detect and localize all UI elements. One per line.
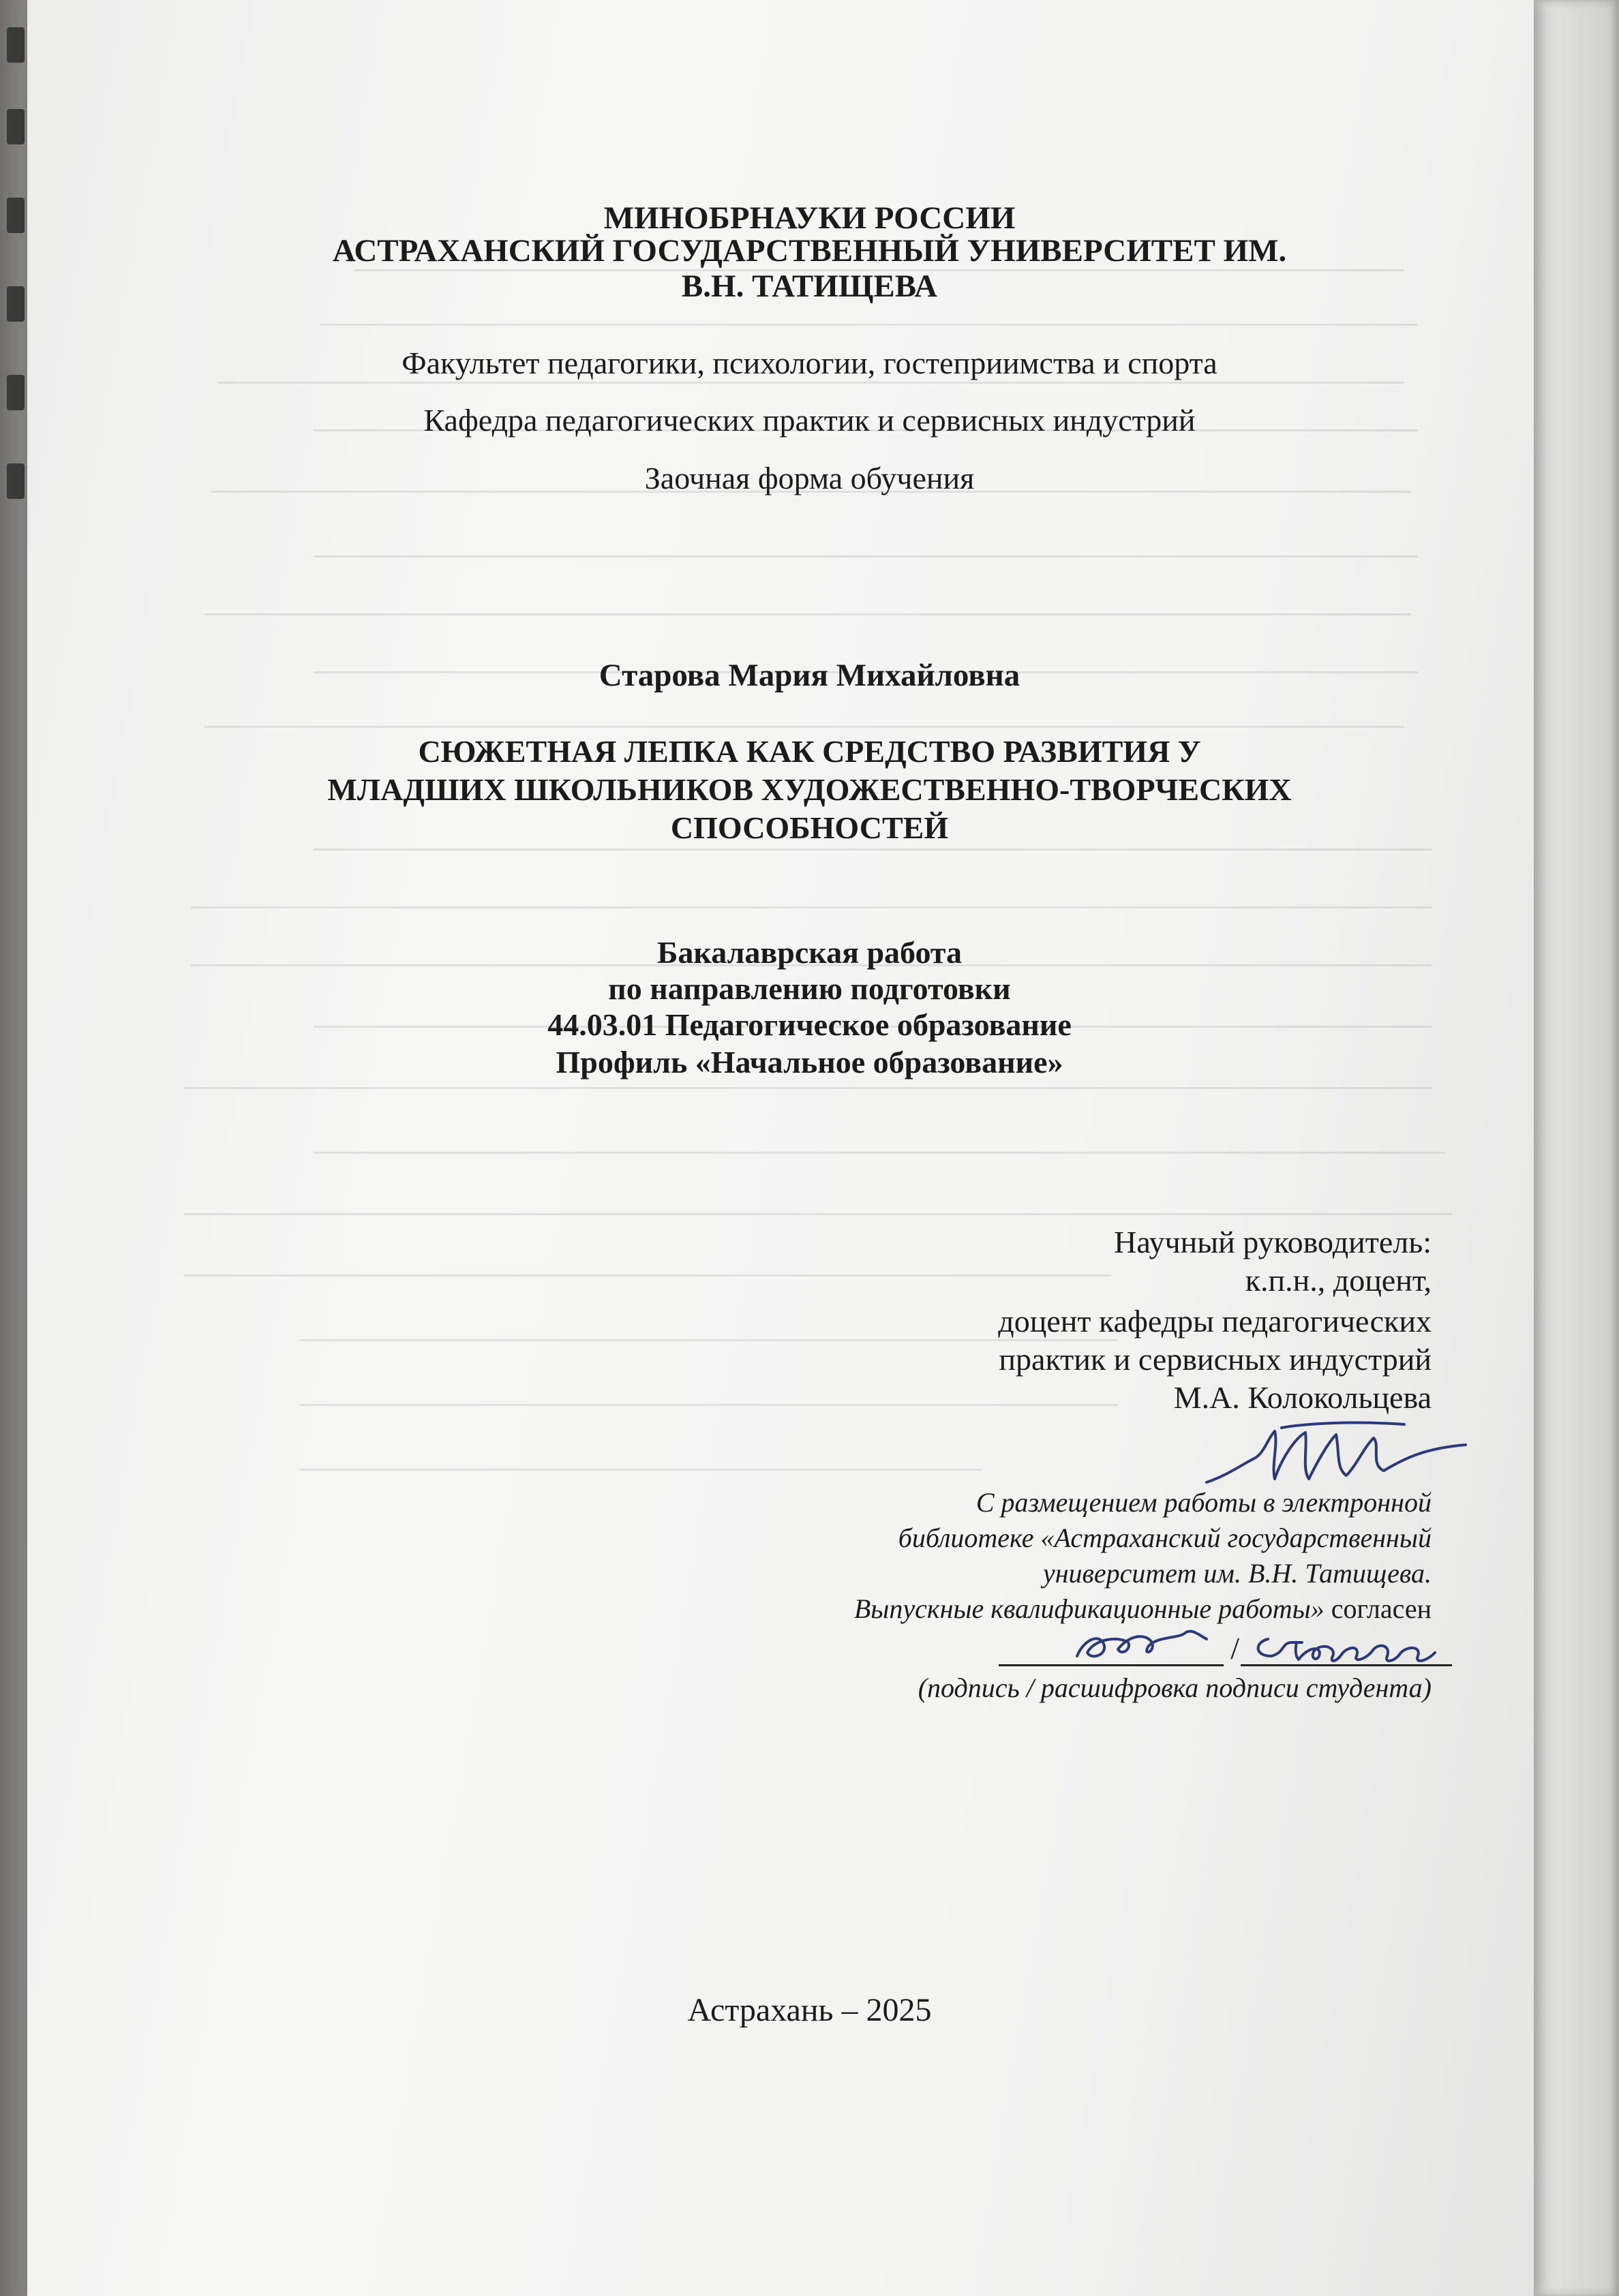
show-through-line (218, 382, 1404, 384)
ministry-heading: МИНОБРНАУКИ РОССИИ (603, 200, 1016, 236)
supervisor-name: М.А. Колокольцева (1173, 1380, 1432, 1415)
student-signature (1063, 1619, 1220, 1673)
show-through-line (205, 726, 1404, 728)
department-name: Кафедра педагогических практик и сервисных индустрий (423, 403, 1196, 438)
direction-code: 44.03.01 Педагогическое образование (547, 1007, 1072, 1042)
thesis-title-line2: МЛАДШИХ ШКОЛЬНИКОВ ХУДОЖЕСТВЕННО-ТВОРЧЕСКИХ (327, 772, 1292, 807)
show-through-line (205, 613, 1411, 615)
study-form: Заочная форма обучения (644, 461, 975, 495)
university-name-line1: АСТРАХАНСКИЙ ГОСУДАРСТВЕННЫЙ УНИВЕРСИТЕТ ИМ. (332, 233, 1287, 269)
university-name-line2: В.Н. ТАТИЩЕВА (681, 269, 938, 304)
signature-separator: / (1230, 1631, 1239, 1666)
show-through-line (320, 324, 1418, 326)
author-name: Старова Мария Михайловна (599, 658, 1020, 693)
supervisor-position-line1: доцент кафедры педагогических (998, 1304, 1432, 1338)
consent-line1: С размещением работы в электронной (975, 1487, 1432, 1518)
direction-label: по направлению подготовки (608, 971, 1011, 1006)
thesis-title-line3: СПОСОБНОСТЕЙ (670, 810, 949, 845)
thesis-title-line1: СЮЖЕТНАЯ ЛЕПКА КАК СРЕДСТВО РАЗВИТИЯ У (418, 734, 1201, 769)
supervisor-label: Научный руководитель: (1114, 1225, 1432, 1259)
city-year: Астрахань – 2025 (687, 1992, 932, 2028)
work-type: Бакалаврская работа (657, 935, 962, 970)
profile-name: Профиль «Начальное образование» (556, 1045, 1063, 1080)
faculty-name: Факультет педагогики, психологии, гостеприимства и спорта (402, 346, 1217, 380)
show-through-line (300, 1469, 982, 1471)
show-through-line (184, 1087, 1432, 1089)
show-through-line (314, 555, 1418, 557)
student-name-handwritten (1247, 1625, 1452, 1673)
show-through-line (184, 1213, 1452, 1215)
supervisor-position-line2: практик и сервисных индустрий (999, 1342, 1432, 1377)
consent-line2: библиотеке «Астраханский государственный (898, 1522, 1432, 1553)
consent-line3: университет им. В.Н. Татищева. (1042, 1558, 1432, 1589)
show-through-line (191, 906, 1432, 908)
binding-hole (7, 109, 25, 144)
binding-hole (7, 27, 25, 63)
consent-library-name: Выпускные квалификационные работы» (853, 1593, 1325, 1624)
supervisor-degree: к.п.н., доцент, (1245, 1263, 1432, 1298)
consent-agree-word: согласен (1324, 1593, 1432, 1624)
signature-caption: (подпись / расшифровка подписи студента) (918, 1672, 1432, 1703)
show-through-line (314, 848, 1432, 851)
show-through-line (314, 1152, 1445, 1154)
